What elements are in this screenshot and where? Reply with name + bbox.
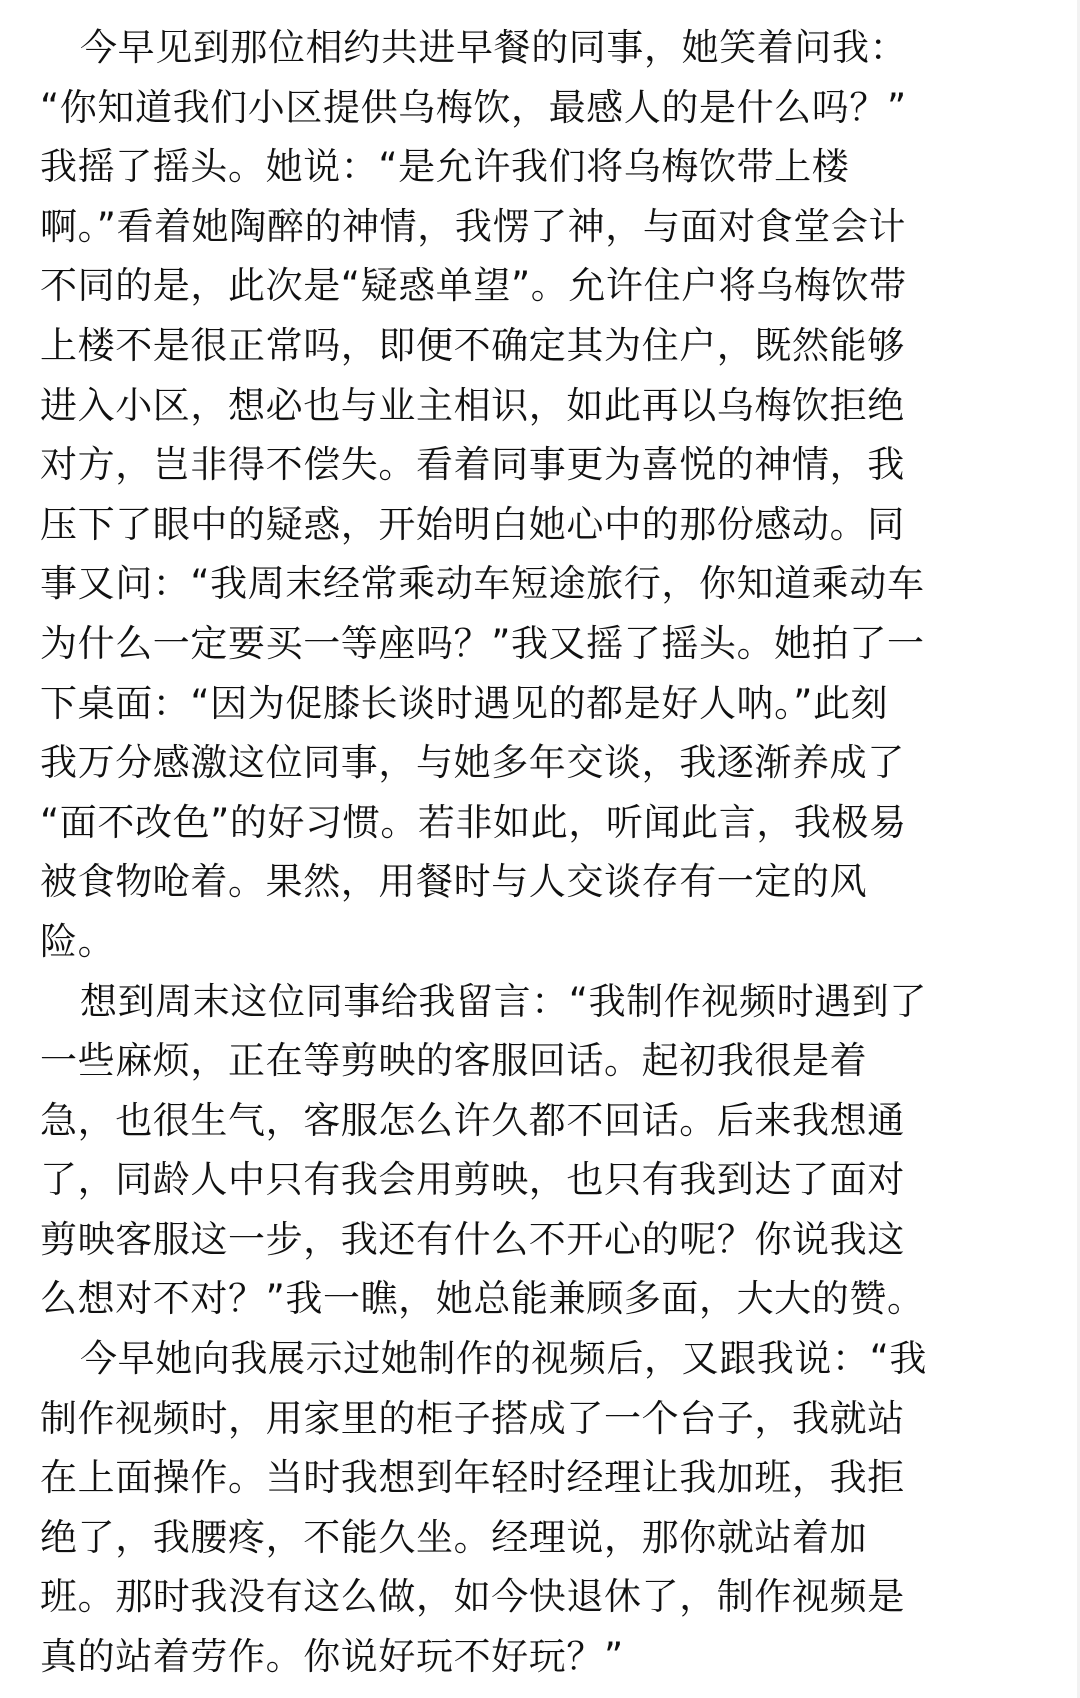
text-line: 急，也很生气，客服怎么许久都不回话。后来我想通 xyxy=(40,1098,905,1142)
text-line: 么想对不对？”我一瞧，她总能兼顾多面，大大的赞。 xyxy=(40,1277,925,1321)
text-line: 啊。”看着她陶醉的神情，我愣了神，与面对食堂会计 xyxy=(40,204,907,248)
text-line: 不同的是，此次是“疑惑单望”。允许住户将乌梅饮带 xyxy=(40,264,907,308)
text-line: 对方，岂非得不偿失。看着同事更为喜悦的神情，我 xyxy=(40,443,905,487)
text-line: 想到周末这位同事给我留言：“我制作视频时遇到了 xyxy=(80,979,927,1023)
text-line: 绝了，我腰疼，不能久坐。经理说，那你就站着加 xyxy=(40,1515,868,1559)
text-line: 事又问：“我周末经常乘动车短途旅行，你知道乘动车 xyxy=(40,562,925,606)
text-line: 今早见到那位相约共进早餐的同事，她笑着问我： xyxy=(80,26,908,69)
text-line: 今早她向我展示过她制作的视频后，又跟我说：“我 xyxy=(80,1337,927,1381)
text-line: 下桌面：“因为促膝长谈时遇见的都是好人呐。”此刻 xyxy=(40,681,889,725)
text-line: “你知道我们小区提供乌梅饮，最感人的是什么吗？” xyxy=(40,85,907,129)
text-line: 一些麻烦，正在等剪映的客服回话。起初我很是着 xyxy=(40,1039,868,1083)
text-line: “面不改色”的好习惯。若非如此，听闻此言，我极易 xyxy=(40,800,907,844)
text-line: 了，同龄人中只有我会用剪映，也只有我到达了面对 xyxy=(40,1158,905,1202)
text-line: 我摇了摇头。她说：“是允许我们将乌梅饮带上楼 xyxy=(40,145,850,189)
text-line: 在上面操作。当时我想到年轻时经理让我加班，我拒 xyxy=(40,1456,905,1500)
text-line: 为什么一定要买一等座吗？”我又摇了摇头。她拍了一 xyxy=(40,621,925,665)
text-line: 制作视频时，用家里的柜子搭成了一个台子，我就站 xyxy=(40,1396,905,1440)
text-line: 班。那时我没有这么做，如今快退休了，制作视频是 xyxy=(40,1575,905,1619)
text-line: 剪映客服这一步，我还有什么不开心的呢？你说我这 xyxy=(40,1217,905,1261)
text-line: 真的站着劳作。你说好玩不好玩？” xyxy=(40,1635,624,1679)
text-line: 上楼不是很正常吗，即便不确定其为住户，既然能够 xyxy=(40,323,905,367)
article-text xyxy=(40,18,1050,1687)
text-line: 进入小区，想必也与业主相识，如此再以乌梅饮拒绝 xyxy=(40,383,905,427)
text-line: 被食物呛着。果然，用餐时与人交谈存有一定的风 xyxy=(40,860,868,904)
text-line: 压下了眼中的疑惑，开始明白她心中的那份感动。同 xyxy=(40,502,905,546)
text-line: 险。 xyxy=(40,919,116,963)
text-line: 我万分感激这位同事，与她多年交谈，我逐渐养成了 xyxy=(40,741,905,785)
